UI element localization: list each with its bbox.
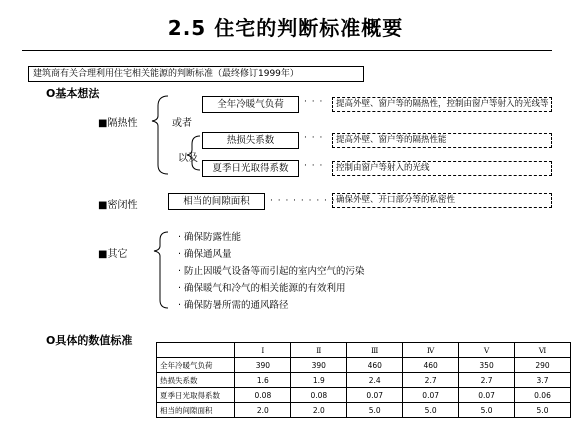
table-cell: 460 [403,358,459,373]
table-row [157,388,571,403]
numeric-table [156,342,571,418]
table-cell: 2.7 [403,373,459,388]
solar-gain-box: 夏季日光取得系数 [202,160,299,177]
other-brace [154,232,168,308]
table-cell: 390 [291,358,347,373]
table-cell: 5.0 [403,403,459,418]
dots-4: · · · · · · · · · [270,196,336,206]
table-cell: 5.0 [347,403,403,418]
table-row [157,403,571,418]
other-item: · 确保防露性能 [178,232,242,243]
table-cell: 1.9 [291,373,347,388]
table-cell: 0.06 [515,388,571,403]
row-label: 热损失系数 [157,373,235,388]
table-cell: 0.07 [459,388,515,403]
table-cell: 460 [347,358,403,373]
heat-loss-note: 提高外壁、窗户等的隔热性能 [332,133,552,148]
insulation-brace [152,96,168,174]
gap-area-box: 相当的间隙面积 [168,193,265,210]
or-label: 或者 [172,118,192,129]
other-item: · 确保防暑所需的通风路径 [178,300,289,311]
airtight-note: 确保外壁、开口部分等的私密性 [332,193,552,208]
table-cell: 0.08 [235,388,291,403]
table-cell: 0.08 [291,388,347,403]
table-cell: 5.0 [515,403,571,418]
table-cell: 2.0 [291,403,347,418]
table-cell: 0.07 [403,388,459,403]
other-item: · 确保通风量 [178,249,232,260]
column-header: Ⅵ [515,343,571,358]
numeric-heading: O具体的数值标准 [46,334,133,347]
column-header: Ⅴ [459,343,515,358]
table-header-row [157,343,571,358]
column-header: Ⅰ [235,343,291,358]
table-cell: 290 [515,358,571,373]
row-label: 夏季日光取得系数 [157,388,235,403]
and-label: 以及 [178,153,198,164]
table-cell: 350 [459,358,515,373]
table-cell: 2.0 [235,403,291,418]
column-header: Ⅲ [347,343,403,358]
solar-gain-note: 控制由窗户等射入的光线 [332,161,552,176]
table-row [157,373,571,388]
other-item: · 防止因暖气设备等而引起的室内空气的污染 [178,266,365,277]
table-corner [157,343,235,358]
table-cell: 1.6 [235,373,291,388]
annual-load-note: 提高外壁、窗户等的隔热性，控制由窗户等射入的光线等 [332,97,552,112]
subtitle-box: 建筑商有关合理利用住宅相关能源的判断标准（最终修订1999年） [28,66,364,82]
table-cell: 2.7 [459,373,515,388]
table-cell: 390 [235,358,291,373]
table-cell: 2.4 [347,373,403,388]
row-label: 全年冷暖气负荷 [157,358,235,373]
column-header: Ⅱ [291,343,347,358]
page-title: 2.5 住宅的判断标准概要 [167,16,404,40]
table-cell: 0.07 [347,388,403,403]
insulation-label: ■隔热性 [98,118,138,129]
dots-1: · · · [304,97,324,107]
dots-2: · · · [304,133,324,143]
row-label: 相当的间隙面积 [157,403,235,418]
table-cell: 3.7 [515,373,571,388]
table-cell: 5.0 [459,403,515,418]
other-item: · 确保暖气和冷气的相关能源的有效利用 [178,283,346,294]
basic-heading: O基本想法 [46,87,100,100]
other-label: ■其它 [98,249,128,260]
airtight-label: ■密闭性 [98,200,138,211]
column-header: Ⅳ [403,343,459,358]
annual-load-box: 全年冷暖气负荷 [202,96,299,113]
dots-3: · · · [304,161,324,171]
table-row [157,358,571,373]
heat-loss-box: 热损失系数 [202,132,299,149]
